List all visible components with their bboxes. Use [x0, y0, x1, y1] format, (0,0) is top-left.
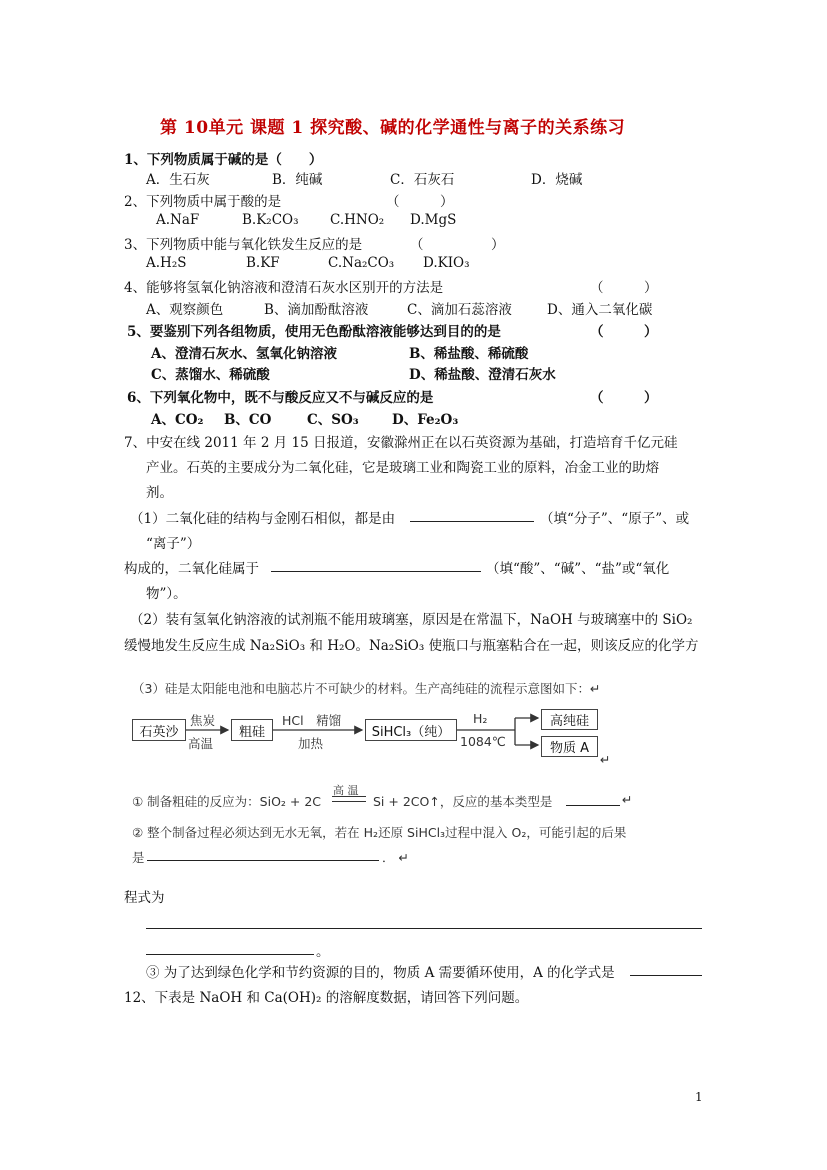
q7-part1-hint: （填“分子”、“原子”、或 [540, 511, 690, 527]
q3-answer-paren: （ ） [410, 237, 505, 253]
q6-option-c: C、SO₃ [307, 412, 359, 428]
q7-part1-text: （1）二氧化硅的结构与金刚石相似，都是由 [130, 511, 396, 527]
flow-label-h2: H₂ [473, 711, 488, 726]
q7-part2-line2: 缓慢地发生反应生成 Na₂SiO₃ 和 H₂O。Na₂SiO₃ 使瓶口与瓶塞粘合在一起，则该反应的化学方 [124, 638, 699, 654]
q6-answer-paren: （ ） [590, 390, 658, 406]
q4-option-d: D、通入二氧化碳 [547, 302, 653, 318]
q7-s1-condition: 高 温 [333, 784, 359, 797]
q7-part1-hint2-cont: 物”）。 [146, 586, 187, 602]
q2-option-b: B.K₂CO₃ [242, 212, 299, 228]
q1-option-a: A．生石灰 [146, 172, 210, 188]
q4-option-b: B、滴加酚酞溶液 [264, 302, 369, 318]
q5-stem: 5、要鉴别下列各组物质，使用无色酚酞溶液能够达到目的的是 [127, 324, 501, 340]
q1-option-b: B．纯碱 [272, 172, 323, 188]
q7-part1-hint-cont: “离子”） [146, 536, 201, 552]
q7-s2-text2: 是 [132, 850, 145, 865]
q5-option-b: B、稀盐酸、稀硫酸 [409, 346, 529, 362]
q7-equation-label: 程式为 [124, 890, 165, 906]
flow-box-sihcl3: SiHCl₃（纯） [365, 719, 457, 741]
q7-part1-text2: 构成的，二氧化硅属于 [124, 561, 259, 577]
q7-intro-line3: 剂。 [146, 485, 173, 501]
q6-stem: 6、下列氧化物中，既不与酸反应又不与碱反应的是 [127, 390, 434, 406]
flow-box-pure-silicon: 高纯硅 [541, 709, 598, 730]
q5-answer-paren: （ ） [590, 324, 658, 340]
flow-label-temp: 1084℃ [460, 734, 506, 749]
q5-option-d: D、稀盐酸、澄清石灰水 [409, 367, 556, 383]
q3-option-d: D.KIO₃ [423, 255, 470, 271]
q12-stem: 12、下表是 NaOH 和 Ca(OH)₂ 的溶解度数据，请回答下列问题。 [124, 990, 529, 1006]
q5-option-c: C、蒸馏水、稀硫酸 [151, 367, 270, 383]
q6-option-d: D、Fe₂O₃ [392, 412, 459, 428]
flow-label-coke: 焦炭 [190, 713, 216, 728]
flow-label-high-temp: 高温 [188, 736, 214, 751]
flow-box-substance-a: 物质 A [541, 736, 598, 757]
q3-option-c: C.Na₂CO₃ [328, 255, 395, 271]
q4-option-a: A、观察颜色 [146, 302, 224, 318]
q7-s2-text: ② 整个制备过程必须达到无水无氧，若在 H₂还原 SiHCl₃过程中混入 O₂，可能引起的后果 [132, 825, 627, 840]
q7-s2-blank[interactable] [147, 846, 379, 861]
q7-s3-text: ③ 为了达到绿色化学和节约资源的目的，物质 A 需要循环使用，A 的化学式是 [146, 965, 615, 981]
q7-s1-blank[interactable] [566, 791, 620, 806]
flow-label-hcl-distill: HCl 精馏 [282, 713, 342, 728]
q4-answer-paren: （ ） [590, 280, 658, 296]
q3-option-a: A.H₂S [146, 255, 187, 271]
q6-option-a: A、CO₂ [151, 412, 204, 428]
page-number: 1 [695, 1090, 703, 1104]
q3-stem: 3、下列物质中能与氧化铁发生反应的是 [124, 237, 363, 253]
q7-part2-line1: （2）装有氢氧化钠溶液的试剂瓶不能用玻璃塞，原因是在常温下，NaOH 与玻璃塞中的 SiO₂ [130, 612, 693, 628]
q7-part1-hint2: （填“酸”、“碱”、“盐”或“氧化 [486, 561, 670, 577]
q7-equation-blank-line1[interactable] [146, 914, 702, 929]
q7-intro-line2: 产业。石英的主要成分为二氧化硅，它是玻璃工业和陶瓷工业的原料，冶金工业的助熔 [146, 460, 659, 476]
q7-s1-text: ① 制备粗硅的反应为：SiO₂ + 2C [132, 794, 322, 809]
q4-option-c: C、滴加石蕊溶液 [407, 302, 512, 318]
q2-stem: 2、下列物质中属于酸的是 [124, 194, 282, 210]
q7-s1-mark: ↵ [622, 792, 633, 807]
q2-option-d: D.MgS [410, 212, 457, 228]
q7-equation-end: 。 [316, 944, 330, 960]
q4-stem: 4、能够将氢氧化钠溶液和澄清石灰水区别开的方法是 [124, 280, 444, 296]
flow-label-heating: 加热 [298, 736, 324, 751]
q7-s3-blank[interactable] [630, 961, 702, 976]
q7-s1-equals-sign [332, 796, 366, 802]
q7-s1-text2: Si + 2CO↑，反应的基本类型是 [373, 794, 553, 809]
flow-return-mark: ↵ [600, 752, 611, 767]
q2-answer-paren: （ ） [386, 194, 454, 210]
q7-intro-line1: 7、中安在线 2011 年 2 月 15 日报道，安徽滁州正在以石英资源为基础，打造培育千亿元硅 [124, 435, 678, 451]
q1-option-d: D．烧碱 [531, 172, 583, 188]
q7-part3-text: （3）硅是太阳能电池和电脑芯片不可缺少的材料。生产高纯硅的流程示意图如下：↵ [132, 681, 601, 696]
q7-s2-mark: ． ↵ [382, 850, 409, 865]
q1-stem: 1、下列物质属于碱的是（ ） [124, 152, 323, 168]
q7-equation-blank-line2[interactable] [146, 940, 314, 955]
q3-option-b: B.KF [246, 255, 280, 271]
flow-box-quartz-sand: 石英沙 [132, 719, 186, 741]
q1-option-c: C．石灰石 [390, 172, 455, 188]
page-title: 第 10单元 课题 1 探究酸、碱的化学通性与离子的关系练习 [160, 118, 626, 138]
q2-option-a: A.NaF [156, 212, 200, 228]
flow-box-crude-silicon: 粗硅 [231, 719, 273, 741]
q2-option-c: C.HNO₂ [330, 212, 385, 228]
q6-option-b: B、CO [224, 412, 272, 428]
q5-option-a: A、澄清石灰水、氢氧化钠溶液 [151, 346, 337, 362]
